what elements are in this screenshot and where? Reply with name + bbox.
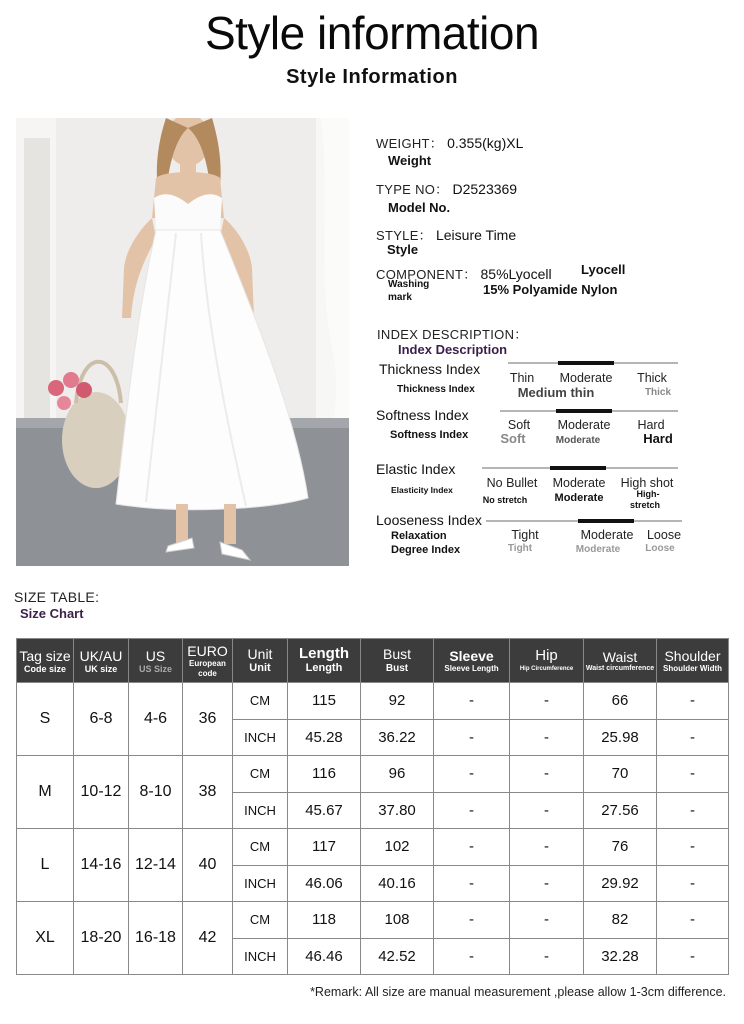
thickness-marker	[558, 361, 614, 365]
sleeve-cell: -	[434, 938, 510, 975]
thickness-opt-moderate: Moderate	[559, 371, 613, 385]
bust-cell: 37.80	[361, 792, 434, 829]
elastic-sub-stretch: stretch	[629, 500, 660, 510]
table-row	[17, 683, 729, 720]
size-table	[16, 638, 729, 975]
header-tag-size: Tag size Code size	[17, 639, 74, 683]
index-subtitle: Index Description	[398, 342, 508, 357]
size-chart-label: Size Chart	[20, 606, 84, 621]
looseness-opt-tight: Tight	[511, 528, 539, 542]
unit-cell: INCH	[233, 792, 288, 829]
hip-cell: -	[510, 865, 584, 902]
hip-cell: -	[510, 792, 584, 829]
thickness-opt-thin: Thin	[509, 371, 535, 385]
hip-cell: -	[510, 683, 584, 720]
length-cell: 116	[288, 756, 361, 793]
weight-row	[376, 133, 523, 152]
bust-cell: 92	[361, 683, 434, 720]
softness-opt-moderate: Moderate	[557, 418, 611, 432]
softness-sub-hard: Hard	[643, 431, 673, 446]
header-waist: Waist Waist circumference	[584, 639, 657, 683]
unit-cell: INCH	[233, 719, 288, 756]
euro-size-cell: 36	[183, 683, 233, 756]
euro-size-cell: 40	[183, 829, 233, 902]
waist-cell: 82	[584, 902, 657, 939]
header-length: Length Length	[288, 639, 361, 683]
looseness-sub-2: Degree Index	[391, 544, 461, 556]
length-cell: 45.28	[288, 719, 361, 756]
waist-cell: 76	[584, 829, 657, 866]
header-us: US US Size	[129, 639, 183, 683]
softness-opt-soft: Soft	[507, 418, 531, 432]
elastic-opt-nobullet: No Bullet	[486, 476, 538, 490]
waist-cell: 27.56	[584, 792, 657, 829]
uk-size-cell: 18-20	[74, 902, 129, 975]
us-size-cell: 16-18	[129, 902, 183, 975]
looseness-sub-moderate: Moderate	[575, 544, 621, 555]
type-row	[376, 179, 517, 198]
length-cell: 117	[288, 829, 361, 866]
looseness-marker	[578, 519, 634, 523]
length-cell: 46.06	[288, 865, 361, 902]
sleeve-cell: -	[434, 792, 510, 829]
unit-cell: CM	[233, 902, 288, 939]
page-subtitle: Style Information	[286, 66, 458, 88]
weight-sub: Weight	[388, 153, 432, 168]
component-label: COMPONENT：	[376, 267, 477, 282]
hip-cell: -	[510, 938, 584, 975]
size-table-label: SIZE TABLE:	[14, 589, 100, 605]
hip-cell: -	[510, 719, 584, 756]
uk-size-cell: 14-16	[74, 829, 129, 902]
waist-cell: 66	[584, 683, 657, 720]
header-shoulder: Shoulder Shoulder Width	[657, 639, 729, 683]
elastic-opt-moderate: Moderate	[552, 476, 606, 490]
sleeve-cell: -	[434, 719, 510, 756]
length-cell: 118	[288, 902, 361, 939]
shoulder-cell: -	[657, 829, 729, 866]
bust-cell: 102	[361, 829, 434, 866]
unit-cell: CM	[233, 829, 288, 866]
sleeve-cell: -	[434, 683, 510, 720]
weight-label: WEIGHT：	[376, 136, 444, 151]
header-uk-au: UK/AU UK size	[74, 639, 129, 683]
hip-cell: -	[510, 829, 584, 866]
elastic-sub-moderate: Moderate	[554, 492, 604, 504]
softness-sub-soft: Soft	[500, 431, 526, 446]
thickness-sub-medium: Medium thin	[517, 385, 595, 400]
softness-sub-moderate: Moderate	[555, 435, 601, 446]
tag-size-cell: M	[17, 756, 74, 829]
elastic-sub-nostretch: No stretch	[482, 495, 528, 505]
size-table-body	[17, 683, 729, 975]
euro-size-cell: 42	[183, 902, 233, 975]
waist-cell: 25.98	[584, 719, 657, 756]
length-cell: 115	[288, 683, 361, 720]
sleeve-cell: -	[434, 829, 510, 866]
thickness-title: Thickness Index	[379, 361, 481, 377]
bust-cell: 108	[361, 902, 434, 939]
elastic-opt-highshot: High shot	[620, 476, 674, 490]
bust-cell: 36.22	[361, 719, 434, 756]
sleeve-cell: -	[434, 902, 510, 939]
index-title: INDEX DESCRIPTION：	[377, 327, 528, 342]
waist-cell: 29.92	[584, 865, 657, 902]
hip-cell: -	[510, 756, 584, 793]
page-title: Style information	[204, 7, 540, 59]
length-cell: 45.67	[288, 792, 361, 829]
elastic-sub: Elasticity Index	[391, 485, 453, 495]
bust-cell: 96	[361, 756, 434, 793]
softness-marker	[556, 409, 612, 413]
looseness-opt-moderate: Moderate	[580, 528, 634, 542]
bust-cell: 40.16	[361, 865, 434, 902]
uk-size-cell: 6-8	[74, 683, 129, 756]
shoulder-cell: -	[657, 756, 729, 793]
elastic-title: Elastic Index	[376, 461, 456, 477]
euro-size-cell: 38	[183, 756, 233, 829]
unit-cell: INCH	[233, 938, 288, 975]
looseness-title: Looseness Index	[376, 512, 482, 528]
looseness-opt-loose: Loose	[646, 528, 682, 542]
tag-size-cell: L	[17, 829, 74, 902]
elastic-sub-high: High-	[636, 489, 660, 499]
elastic-marker	[550, 466, 606, 470]
component-value-alt: Lyocell	[581, 262, 626, 277]
thickness-sub: Thickness Index	[397, 384, 475, 395]
product-photo	[16, 118, 349, 566]
softness-title: Softness Index	[376, 407, 469, 423]
waist-cell: 70	[584, 756, 657, 793]
remark-note: *Remark: All size are manual measurement ,please allow 1-3cm difference.	[310, 985, 726, 999]
shoulder-cell: -	[657, 938, 729, 975]
us-size-cell: 8-10	[129, 756, 183, 829]
shoulder-cell: -	[657, 792, 729, 829]
weight-value: 0.355(kg)XL	[447, 135, 524, 151]
component-value-2: 15% Polyamide Nylon	[483, 282, 618, 297]
style-label: STYLE：	[376, 228, 432, 243]
table-row	[17, 756, 729, 793]
table-row	[17, 902, 729, 939]
type-label: TYPE NO：	[376, 182, 449, 197]
component-sub-2: mark	[388, 292, 412, 303]
thickness-sub-thick: Thick	[644, 387, 672, 398]
shoulder-cell: -	[657, 865, 729, 902]
style-value: Leisure Time	[435, 227, 517, 243]
tag-size-cell: S	[17, 683, 74, 756]
shoulder-cell: -	[657, 719, 729, 756]
header-unit: Unit Unit	[233, 639, 288, 683]
uk-size-cell: 10-12	[74, 756, 129, 829]
header-sleeve: Sleeve Sleeve Length	[434, 639, 510, 683]
hip-cell: -	[510, 902, 584, 939]
waist-cell: 32.28	[584, 938, 657, 975]
sleeve-cell: -	[434, 756, 510, 793]
header-hip: Hip Hip Circumference	[510, 639, 584, 683]
style-sub: Style	[387, 242, 419, 257]
component-value: 85%Lyocell	[480, 266, 552, 282]
unit-cell: CM	[233, 756, 288, 793]
tag-size-cell: XL	[17, 902, 74, 975]
length-cell: 46.46	[288, 938, 361, 975]
thickness-opt-thick: Thick	[637, 371, 667, 385]
us-size-cell: 12-14	[129, 829, 183, 902]
looseness-sub-loose: Loose	[645, 543, 675, 554]
shoulder-cell: -	[657, 902, 729, 939]
softness-sub: Softness Index	[390, 429, 469, 441]
looseness-sub-1: Relaxation	[391, 530, 447, 542]
unit-cell: INCH	[233, 865, 288, 902]
bust-cell: 42.52	[361, 938, 434, 975]
header-euro: EURO European code	[183, 639, 233, 683]
looseness-sub-tight: Tight	[507, 543, 533, 554]
shoulder-cell: -	[657, 683, 729, 720]
table-row	[17, 829, 729, 866]
sleeve-cell: -	[434, 865, 510, 902]
us-size-cell: 4-6	[129, 683, 183, 756]
header-bust: Bust Bust	[361, 639, 434, 683]
size-table-header	[17, 639, 729, 683]
type-value: D2523369	[452, 181, 518, 197]
component-sub-1: Washing	[388, 279, 430, 290]
unit-cell: CM	[233, 683, 288, 720]
softness-opt-hard: Hard	[637, 418, 665, 432]
type-sub: Model No.	[388, 200, 451, 215]
